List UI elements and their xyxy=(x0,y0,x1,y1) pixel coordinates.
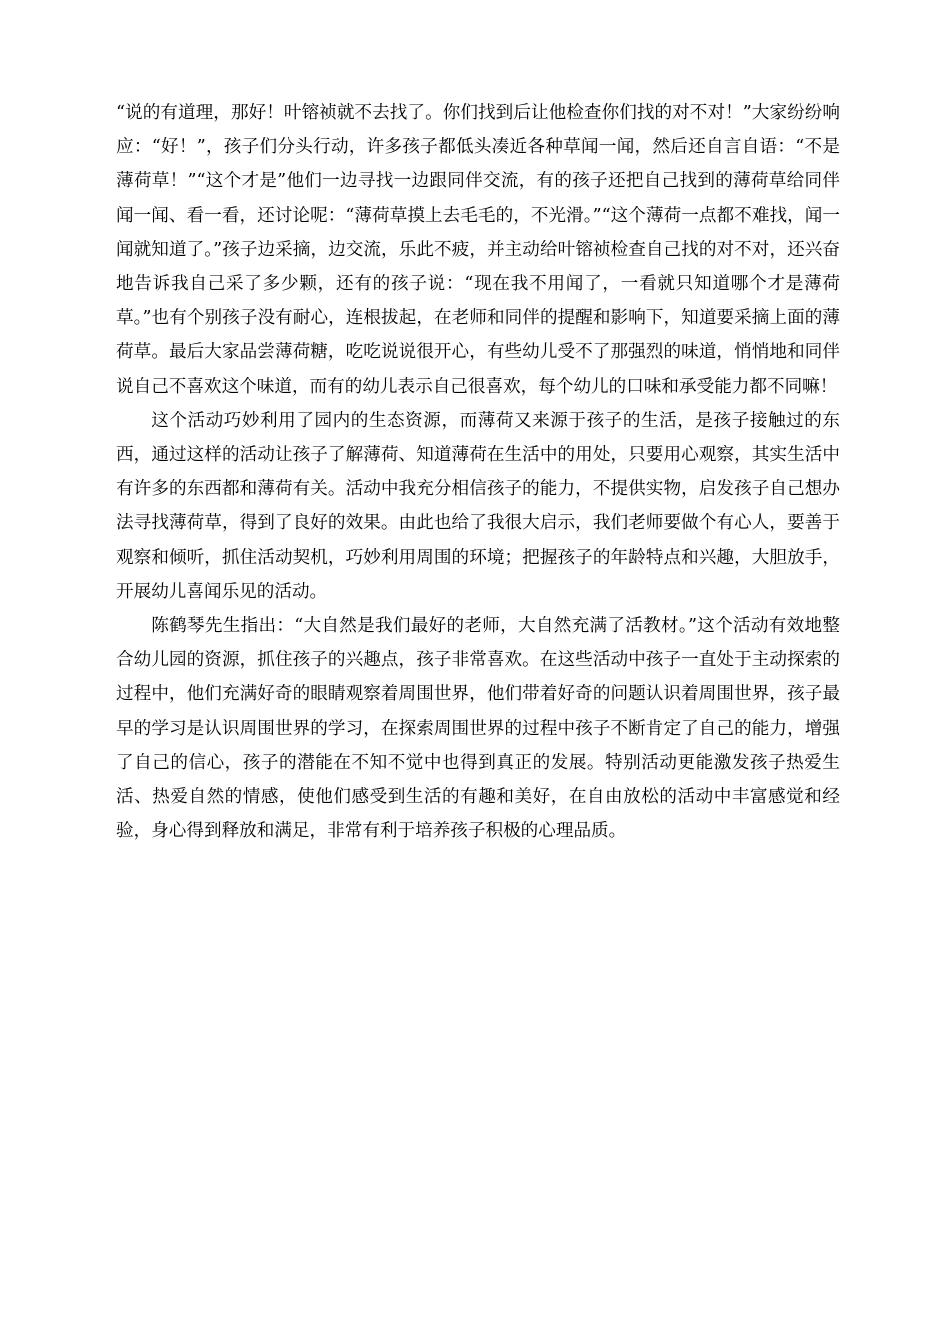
paragraph-2: 这个活动巧妙利用了园内的生态资源，而薄荷又来源于孩子的生活，是孩子接触过的东西，通过这样的活动让孩子了解薄荷、知道薄荷在生活中的用处，只要用心观察，其实生活中有许多的东西都和薄荷有关。活动中我充分相信孩子的能力，不提供实物，启发孩子自己想办法寻找薄荷草，得到了良好的效果。由此也给了我很大启示，我们老师要做个有心人，要善于观察和倾听，抓住活动契机，巧妙利用周围的环境；把握孩子的年龄特点和兴趣，大胆放手，开展幼儿喜闻乐见的活动。 xyxy=(116,410,840,602)
document-body xyxy=(116,96,840,848)
paragraph-1: “说的有道理，那好！叶镕祯就不去找了。你们找到后让他检查你们找的对不对！”大家纷纷响应：“好！”，孩子们分头行动，许多孩子都低头凑近各种草闻一闻，然后还自言自语：“不是薄荷草！”“这个才是”他们一边寻找一边跟同伴交流，有的孩子还把自己找到的薄荷草给同伴闻一闻、看一看，还讨论呢：“薄荷草摸上去毛毛的，不光滑。”“这个薄荷一点都不难找，闻一闻就知道了。”孩子边采摘，边交流，乐此不疲，并主动给叶镕祯检查自己找的对不对，还兴奋地告诉我自己采了多少颗，还有的孩子说：“现在我不用闻了，一看就只知道哪个才是薄荷草。”也有个别孩子没有耐心，连根拔起，在老师和同伴的提醒和影响下，知道要采摘上面的薄荷草。最后大家品尝薄荷糖，吃吃说说很开心，有些幼儿受不了那强烈的味道，悄悄地和同伴说自己不喜欢这个味道，而有的幼儿表示自己很喜欢，每个幼儿的口味和承受能力都不同嘛！ xyxy=(116,103,840,397)
paragraph-3: 陈鹤琴先生指出：“大自然是我们最好的老师，大自然充满了活教材。”这个活动有效地整合幼儿园的资源，抓住孩子的兴趣点，孩子非常喜欢。在这些活动中孩子一直处于主动探索的过程中，他们充满好奇的眼睛观察着周围世界，他们带着好奇的问题认识着周围世界，孩子最早的学习是认识周围世界的学习，在探索周围世界的过程中孩子不断肯定了自己的能力，增强了自己的信心，孩子的潜能在不知不觉中也得到真正的发展。特别活动更能激发孩子热爱生活、热爱自然的情感，使他们感受到生活的有趣和美好，在自由放松的活动中丰富感觉和经验，身心得到释放和满足，非常有利于培养孩子积极的心理品质。 xyxy=(116,616,840,842)
